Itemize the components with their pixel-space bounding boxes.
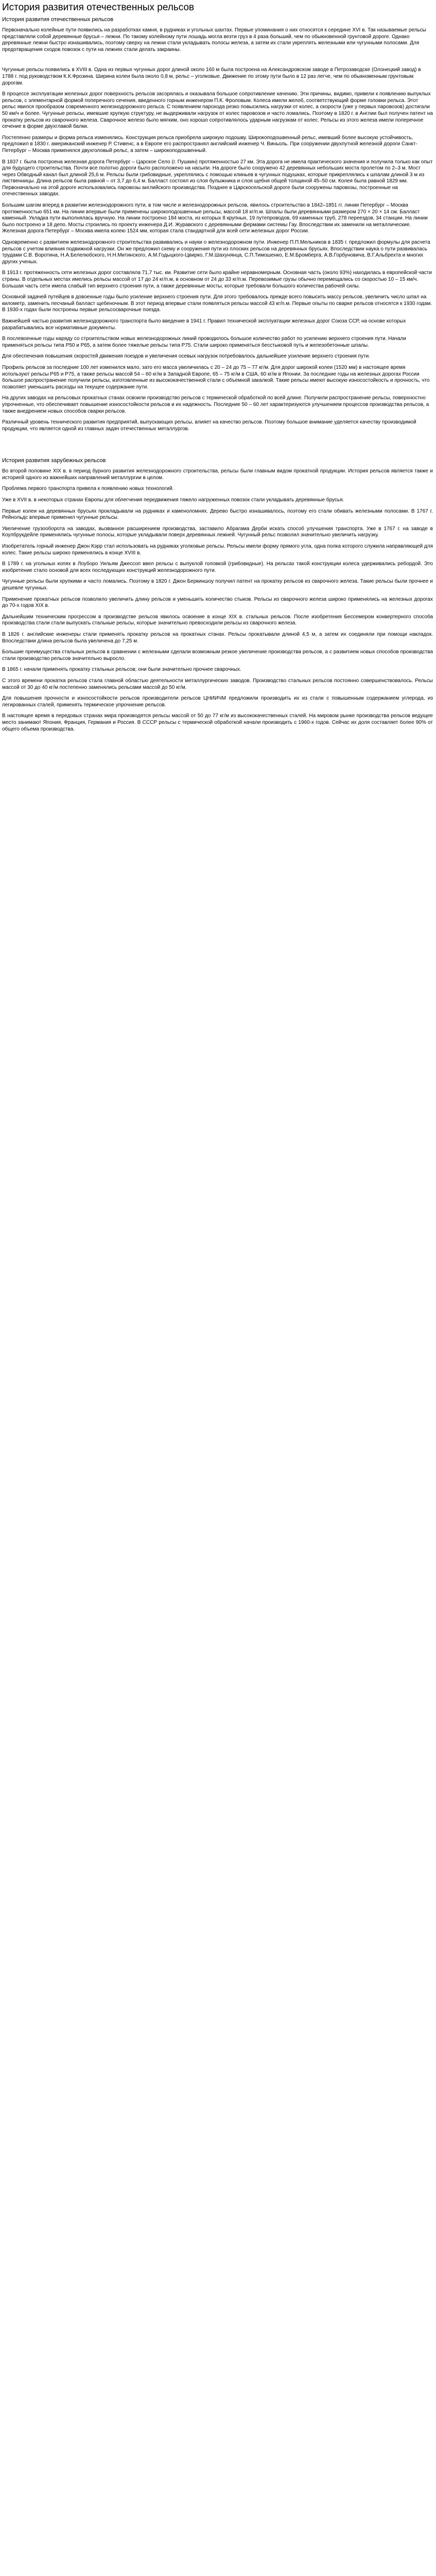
paragraph: В 1789 г. на угольных копях в Лоуборо Уильям Джессоп ввел рельсы с выпуклой головкой (грибовидные). На рельсах такой конструкции колеса удерживались ребордой. Это изобретение стало основой для всех последующих конструкций железнодорожного пути.	[2, 561, 433, 573]
paragraph: Основной задачей путейцев в довоенные годы было усиление верхнего строения пути. Для этого требовалось прежде всего повысить массу рельсов, увеличить число шпал на километр, заменить песчаный балласт щебеночным. В этот период впервые стали появляться рельсы массой 43 кг/п.м. Первые опыты по сварке рельсов относятся к 1930 годам. В 1930-х годах были построены первые рельсосварочные поезда.	[2, 294, 432, 313]
paragraph: Увеличение грузооборота на заводах, вызванное расширением производства, заставило Абрагама Дерби искать способ улучшения транспорта. Уже в 1767 г. на заводе в Коулбрукдейле применялись чугунные полосы, которые укладывали поверх деревянных лежней. Чугунный рельс позволил значительно увеличить нагрузку.	[2, 526, 433, 538]
spacer	[2, 58, 433, 67]
paragraph: В 1865 г. начали применять прокатку стальных рельсов; они были значительно прочнее сварочных.	[2, 667, 241, 673]
paragraph: В настоящее время в передовых странах мира производятся рельсы массой от 50 до 77 кг/м из высококачественных сталей. На мировом рынке производства рельсов ведущее место занимают Япония, Франция, Германия и Россия. В СССР рельсы с термической обработкой начали производить с 1960-х годов. Сейчас их доля составляет более 90% от общего объема производства.	[2, 713, 433, 732]
paragraph: Для повышения прочности и износостойкости рельсов производители рельсов ЦНИИЧМ предложили производить их из стали с повышенным содержанием углерода, из легированных сталей, применять термическое упрочнение рельсов.	[2, 696, 433, 708]
paragraph: Профиль рельсов за последние 100 лет изменился мало, зато его масса увеличилась с 20 – 24 до 75 – 77 кг/м. Для дорог широкой колеи (1520 мм) в настоящее время используют рельсы Р65 и Р75, а также рельсы массой 54 – 60 кг/м в Западной Европе, 65 – 75 кг/м в США, 60 кг/м в Японии. За последние годы на железных дорогах России большое распространение получили рельсы, изготовленные из высококачественной стали с объемной закалкой. Такие рельсы имеют высокую износостойкость и прочность, что позволяет уменьшить расходы на текущее содержание пути.	[2, 364, 430, 390]
paragraph: Большие преимущества стальных рельсов в сравнении с железными сделали возможным резкое увеличение производства рельсов, а с развитием новых способов производства стали производство рельсов значительно выросло.	[2, 649, 433, 662]
article-page	[0, 0, 436, 743]
section-domestic	[2, 27, 433, 432]
paragraph: Уже в XVII в. в некоторых странах Европы для облегчения передвижения тяжело нагруженных повозок стали укладывать деревянные брусья.	[2, 497, 344, 503]
paragraph: Во второй половине XIX в. в период бурного развития железнодорожного строительства, рельсы были главным видом прокатной продукции. История рельсов является также и историей одного из важнейших направлений металлургии в целом.	[2, 468, 433, 481]
page-subtitle: История развития отечественных рельсов	[2, 16, 114, 23]
paragraph: С этого времени прокатка рельсов стала главной областью деятельности металлургических заводов. Производство стальных рельсов постоянно совершенствовалось. Рельсы массой от 30 до 40 кг/м постепенно заменялись рельсами массой до 50 кг/м.	[2, 677, 433, 690]
paragraph: Постепенно размеры и форма рельса изменялись. Конструкция рельса приобрела широкую подошву. Широкоподошвенный рельс, имевший более высокую устойчивость, предложил в 1830 г. американский инженер Р. Стивенс, а в Европе его распространял английский инженер Ч. Виньоль. При сооружении двухпутной железной дороги Санкт-Петербург – Москва применялся двухголовый рельс, а затем – широкоподошвенный.	[2, 134, 417, 154]
paragraph: Большим шагом вперед в развитии железнодорожного пути, в том числе и железнодорожных рельсов, явилось строительство в 1842–1851 гг. линии Петербург – Москва протяженностью 651 км. На линии впервые были применены широкоподошвенные рельсы, массой 18 кг/п.м. Шпалы были деревянными размером 270 × 20 × 14 см. Балласт каменный. Укладка пути выполнялась вручную. На линии построено 184 моста, из которых 8 крупных, 19 путепроводов, 69 каменных труб, 278 переездов, 34 станции. На линии было построено и 18 депо. Мосты строились по проекту инженера Д.И. Журавского с деревянными фермами системы Гау. Впоследствии их заменили на металлические. Железная дорога Петербург – Москва имела колею 1524 мм, которая стала стандартной для всей сети железных дорог России.	[2, 202, 428, 234]
section-foreign	[2, 457, 433, 733]
spacer	[2, 437, 433, 457]
paragraph: Различный уровень технического развития предприятий, выпускающих рельсы, влияет на качество рельсов. Поэтому большое внимание уделяется качеству производимой продукции, что является одной из главных задач отечественных металлургов.	[2, 419, 416, 432]
paragraph: Дальнейшим техническим прогрессом в производстве рельсов явилось освоение в конце XIX в. стальных рельсов. После изобретения Бессемером конвертерного способа производства стали стали выпускать стальные рельсы, которые значительно превосходили рельсы из сварочного железа.	[2, 614, 433, 626]
paragraph: В 1837 г. была построена железная дорога Петербург – Царское Село (г. Пушкин) протяженностью 27 км. Эта дорога не имела практического значения и получила только как опыт для будущего строительства. Почти все полотно дороги было расположено на насыпи. На дороге было сооружено 42 деревянных небольших моста пролетом по 2–3 м. Мост через Обводный канал был длиной 25,6 м. Рельсы были грибовидные, укреплялись с помощью клиньев в чугунных подушках, которые прикреплялись к шпалам длиной 3 м из лиственницы. Длина рельсов была равной – от 3,7 до 6,4 м. Балласт состоял из слоя булыжника и слоя щебня общей толщиной 45–50 см. Колея была равной 1829 мм. Первоначально на этой дороге использовались паровозы английского производства. Позднее в Царскосельской дороге были сооружены паровозы, построенные на отечественных заводах.	[2, 159, 433, 197]
paragraph: В 1913 г. протяженность сети железных дорог составляла 71,7 тыс. км. Развитие сети было крайне неравномерным. Основная часть (около 93%) находилась в европейской части страны. В отдельных местах имелись рельсы массой от 17 до 24 кг/п.м, в основном от 24 до 33 кг/п.м. Перевозимые грузы обычно перемещались со скоростью 10 – 15 км/ч. Большая часть сети имела слабый тип верхнего строения пути, а также деревянные мосты, которые требовали большого количества рабочей силы.	[2, 270, 432, 289]
paragraph: Одновременно с развитием железнодорожного строительства развивались и науки о железнодорожном пути. Инженер П.П.Мельников в 1835 г. предложил формулы для расчета рельсов с учетом влияния подвижной нагрузки. Он же предложил схему и сооружения пути из плоских рельсов на деревянных брусьях. Впоследствии наука о пути развивалась трудами С.В. Воротина, Н.А.Белелюбского, Н.Н.Митинского, А.М.Годыцкого-Цвирко, Г.М.Шахунянца, С.П.Тимошенко, Е.М.Бромберга, А.В.Горбуновича, В.Г.Альбрехта и многих других ученых.	[2, 240, 430, 265]
paragraph: Чугунные рельсы были хрупкими и часто ломались. Поэтому в 1820 г. Джон Беркиншоу получил патент на прокатку рельсов из сварочного железа. Такие рельсы были прочнее и дешевле чугунных.	[2, 579, 433, 591]
paragraph: Первоначально колейные пути появились на разработках камня, в рудниках и угольных шахтах. Первые упоминания о них относятся к середине XVI в. Так называемые рельсы представляли собой деревянные брусья – лежни. По такому колейному пути лошадь могла везти груз в 4 раза больший, чем по обыкновенной грунтовой дороге. Однако деревянные лежни быстро изнашивались, поэтому сверху на лежни стали укладывать полосы железа, а затем их стали укреплять железными или чугунными полосами. Для предотвращения сходов повозок с пути на лежнях стали делать закраины.	[2, 27, 426, 53]
paragraph: Применение прокатных рельсов позволило увеличить длину рельсов и уменьшить количество стыков. Рельсы из сварочного железа широко применялись на железных дорогах до 70-х годов XIX в.	[2, 596, 433, 609]
paragraph: Проблема первого транспорта привела к появлению новых технологий.	[2, 486, 174, 492]
paragraph: Важнейшей частью развития железнодорожного транспорта было введение в 1941 г. Правил технической эксплуатации железных дорог Союза ССР, на основе которых разрабатывались все нормативные документы.	[2, 318, 406, 331]
paragraph: Для обеспечения повышения скоростей движения поездов и увеличения осевых нагрузок потребовалось дальнейшее усиление верхнего строения пути.	[2, 353, 370, 360]
paragraph: Изобретатель горный инженер Джон Кэрр стал использовать на рудниках уголковые рельсы. Рельсы имели форму прямого угла, одна полка которого служила направляющей для колес. Такие рельсы широко применялись в конце XVIII в.	[2, 544, 433, 556]
paragraph: На других заводах на рельсовых прокатных станах освоили производство рельсов с термической обработкой по всей длине. Получили распространение рельсы, поверхностно упрочненные, что обеспечивает повышение износостойкости рельсов и их надежность. Последние 50 – 60 лет характеризуются улучшением процессов производства рельсов, а также внедрением новых способов сварки рельсов.	[2, 395, 429, 414]
paragraph: В 1826 г. английские инженеры стали применять прокатку рельсов на прокатных станах. Рельсы прокатывали длиной 4,5 м, а затем их соединяли при помощи накладок. Впоследствии длина рельсов была увеличена до 7,25 м.	[2, 631, 433, 644]
section-title: История развития зарубежных рельсов	[2, 457, 106, 464]
paragraph: В процессе эксплуатации железных дорог поверхность рельсов засорялась и оказывала большое сопротивление качению. Эти причины, видимо, привели к появлению выпуклых рельсов, с элементарной формой поперечного сечения, введенного горным инженером П.К. Фроловым. Колеса имели желоб, соответствующий форме головки рельса. Этот рельс явился прообразом современного железнодорожного рельса. С появлением парохода резко повысились нагрузки от колес, а скорости (уже у первых паровозов) достигали 50 км/ч и более. Чугунные рельсы, имевшие хрупкую структуру, не выдерживали нагрузок от колес паровозов и часто ломались. Поэтому в 1820 г. в Англии был получен патент на прокатку рельсов из сварочного железа. Сварочное железо было мягким, оно хорошо сопротивлялось ударным нагрузкам от колес. Рельсы из этого железа имели поперечное сечение в форме двухглавой балки.	[2, 91, 433, 130]
paragraph: Первые колеи на деревянных брусьях прокладывали на рудниках и каменоломнях. Дерево быстро изнашивалось, поэтому его стали обивать железными полосами. В 1767 г. Рейнольдс впервые применил чугунные рельсы.	[2, 508, 433, 521]
paragraph: Чугунные рельсы появились в XVIII в. Одна из первых чугунных дорог длиной около 160 м была построена на Александровском заводе в Петрозаводске (Олонецкий завод) в 1788 г. под руководством К.К.Фрозина. Ширина колеи была около 0,8 м, рельс – уголковые. Движение по этому пути было в 12 раз легче, чем по обыкновенным грунтовым дорогам.	[2, 67, 421, 86]
page-title: История развития отечественных рельсов	[2, 2, 195, 13]
paragraph: В послевоенные годы наряду со строительством новых железнодорожных линий проводилось большое количество работ по усилению верхнего строения пути. Начали применяться рельсы типа Р50 и Р65, а затем более тяжелые рельсы типа Р75. Стали широко применяться бесстыковой путь и железобетонные шпалы.	[2, 336, 406, 348]
